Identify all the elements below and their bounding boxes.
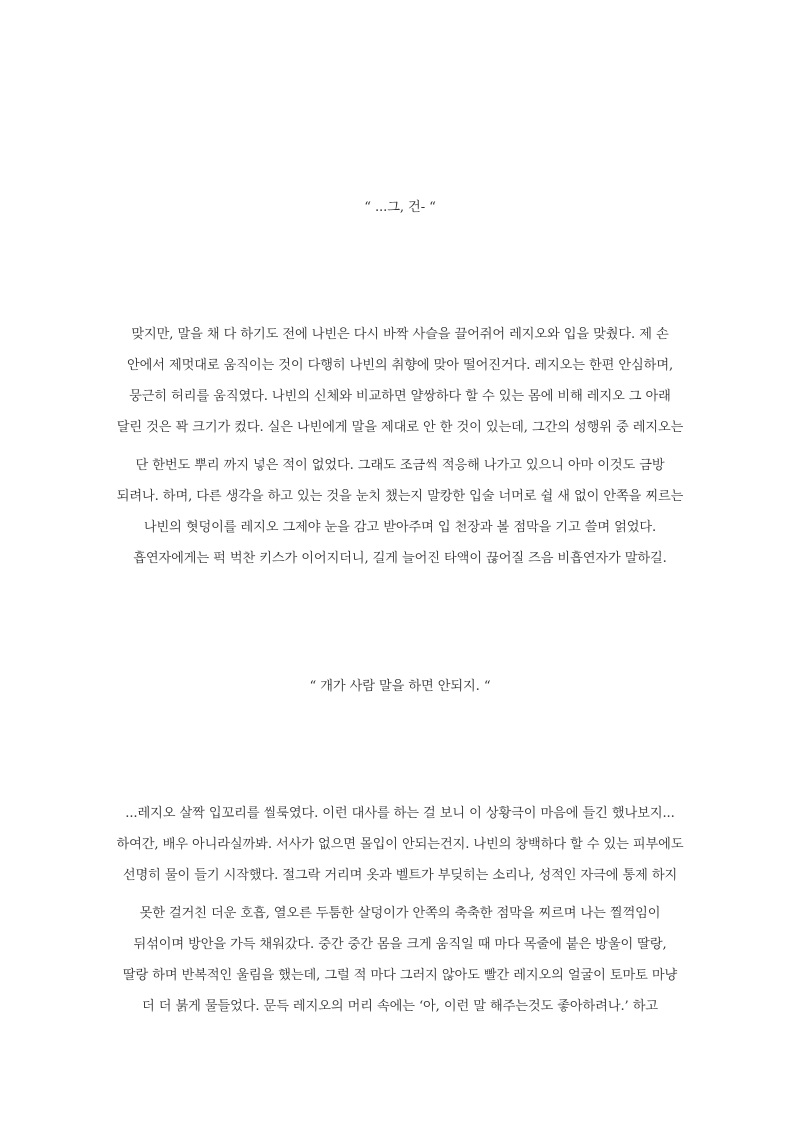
paragraph-line: 선명히 물이 들기 시작했다. 절그락 거리며 옷과 벨트가 부딪히는 소리나, 성적인 자극에 통제 하지 xyxy=(122,868,678,883)
paragraph-line: 하여간, 배우 아니라실까봐. 서사가 없으면 몰입이 안되는건지. 나빈의 창백하다 할 수 있는 피부에도 xyxy=(116,837,684,852)
paragraph-line: ...레지오 살짝 입꼬리를 씰룩였다. 이런 대사를 하는 걸 보니 이 상황극이 마음에 들긴 했나보지... xyxy=(125,806,675,821)
paragraph-line: 되려나. 하며, 다른 생각을 하고 있는 것을 눈치 챘는지 말캉한 입술 너머로 쉴 새 없이 안쪽을 찌르는 xyxy=(116,489,684,504)
paragraph-line: 안에서 제멋대로 움직이는 것이 다행히 나빈의 취향에 맞아 떨어진거다. 레지오는 한편 안심하며, xyxy=(126,358,674,373)
dialogue-line: “ ...그, 건- “ xyxy=(364,200,436,215)
paragraph-line: 흡연자에게는 퍽 벅찬 키스가 이어지더니, 길게 늘어진 타액이 끊어질 즈음 비흡연자가 말하길. xyxy=(133,551,667,566)
paragraph-line: 더 더 붉게 물들었다. 문득 레지오의 머리 속에는 ‘아, 이런 말 해주는것도 좋아하려나.’ 하고 xyxy=(141,999,659,1014)
paragraph-line: 딸랑 하며 반복적인 울림을 했는데, 그럴 적 마다 그러지 않아도 빨간 레지오의 얼굴이 토마토 마냥 xyxy=(122,968,678,983)
paragraph-line: 뒤섞이며 방안을 가득 채워갔다. 중간 중간 몸을 크게 움직일 때 마다 목줄에 붙은 방울이 딸랑, xyxy=(133,937,667,952)
paragraph-line: 나빈의 혓덩이를 레지오 그제야 눈을 감고 받아주며 입 천장과 볼 점막을 기고 쓸며 얽었다. xyxy=(143,520,657,535)
paragraph-line: 달린 것은 꽉 크기가 컸다. 실은 나빈에게 말을 제대로 안 한 것이 있는데, 그간의 성행위 중 레지오는 xyxy=(116,420,684,435)
paragraph-line: 못한 걸거친 더운 호흡, 열오른 두툼한 살덩이가 안쪽의 축축한 점막을 찌르며 나는 찔꺽임이 xyxy=(139,906,661,921)
paragraph-line: 단 한번도 뿌리 까지 넣은 적이 없었다. 그래도 조금씩 적응해 나가고 있으니 아마 이것도 금방 xyxy=(135,458,665,473)
dialogue-line: “ 개가 사람 말을 하면 안되지. “ xyxy=(309,679,491,694)
paragraph-line: 맞지만, 말을 채 다 하기도 전에 나빈은 다시 바짝 사슬을 끌어쥐어 레지오와 입을 맞췄다. 제 손 xyxy=(131,327,669,342)
paragraph-line: 뭉근히 허리를 움직였다. 나빈의 신체와 비교하면 얄쌍하다 할 수 있는 몸에 비해 레지오 그 아래 xyxy=(129,389,671,404)
